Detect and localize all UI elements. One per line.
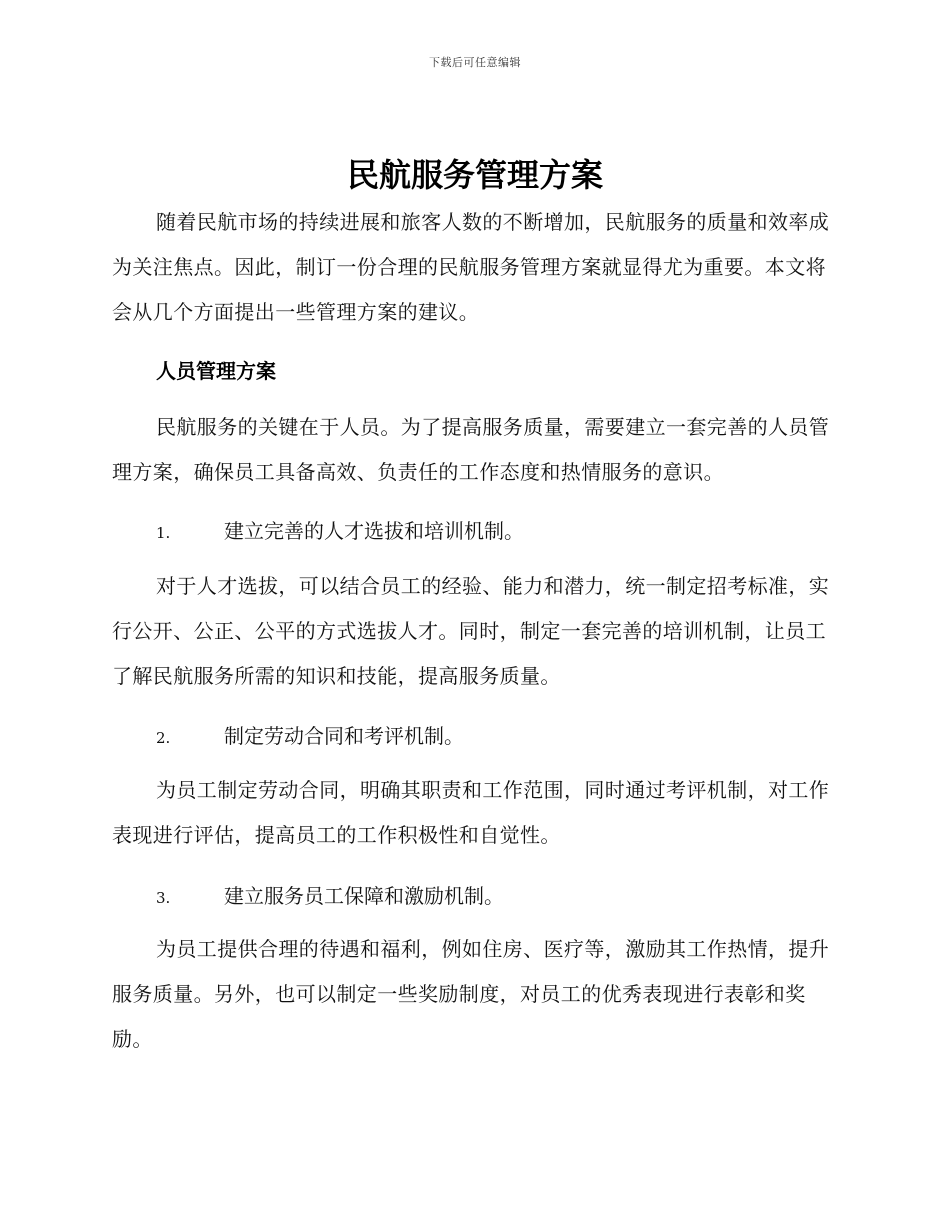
list-item-title: 制定劳动合同和考评机制。	[224, 724, 464, 748]
list-item-title: 建立完善的人才选拔和培训机制。	[224, 519, 524, 543]
list-number: 2.	[156, 729, 171, 747]
list-number: 3.	[156, 889, 171, 907]
list-item-title: 建立服务员工保障和激励机制。	[224, 884, 504, 908]
list-number: 1.	[156, 524, 171, 542]
item-paragraph-1: 对于人才选拔，可以结合员工的经验、能力和潜力，统一制定招考标准，实行公开、公正、公平的方式选拔人才。同时，制定一套完善的培训机制，让员工了解民航服务所需的知识和技能，提高服务质量。	[112, 574, 830, 688]
list-item-2	[156, 720, 832, 749]
item-paragraph-2: 为员工制定劳动合同，明确其职责和工作范围，同时通过考评机制，对工作表现进行评估，提高员工的工作积极性和自觉性。	[112, 778, 830, 847]
item-paragraph-3: 为员工提供合理的待遇和福利，例如住房、医疗等，激励其工作热情，提升服务质量。另外，也可以制定一些奖励制度，对员工的优秀表现进行表彰和奖励。	[112, 937, 830, 1051]
document-title: 民航服务管理方案	[346, 156, 603, 194]
section-paragraph-personnel: 民航服务的关键在于人员。为了提高服务质量，需要建立一套完善的人员管理方案，确保员工具备高效、负责任的工作态度和热情服务的意识。	[112, 415, 830, 484]
header-note: 下载后可任意编辑	[429, 56, 521, 69]
intro-paragraph: 随着民航市场的持续进展和旅客人数的不断增加，民航服务的质量和效率成为关注焦点。因此，制订一份合理的民航服务管理方案就显得尤为重要。本文将会从几个方面提出一些管理方案的建议。	[112, 210, 830, 324]
list-item-3	[156, 880, 832, 909]
section-heading-personnel: 人员管理方案	[156, 359, 276, 383]
list-item-1	[156, 515, 832, 544]
